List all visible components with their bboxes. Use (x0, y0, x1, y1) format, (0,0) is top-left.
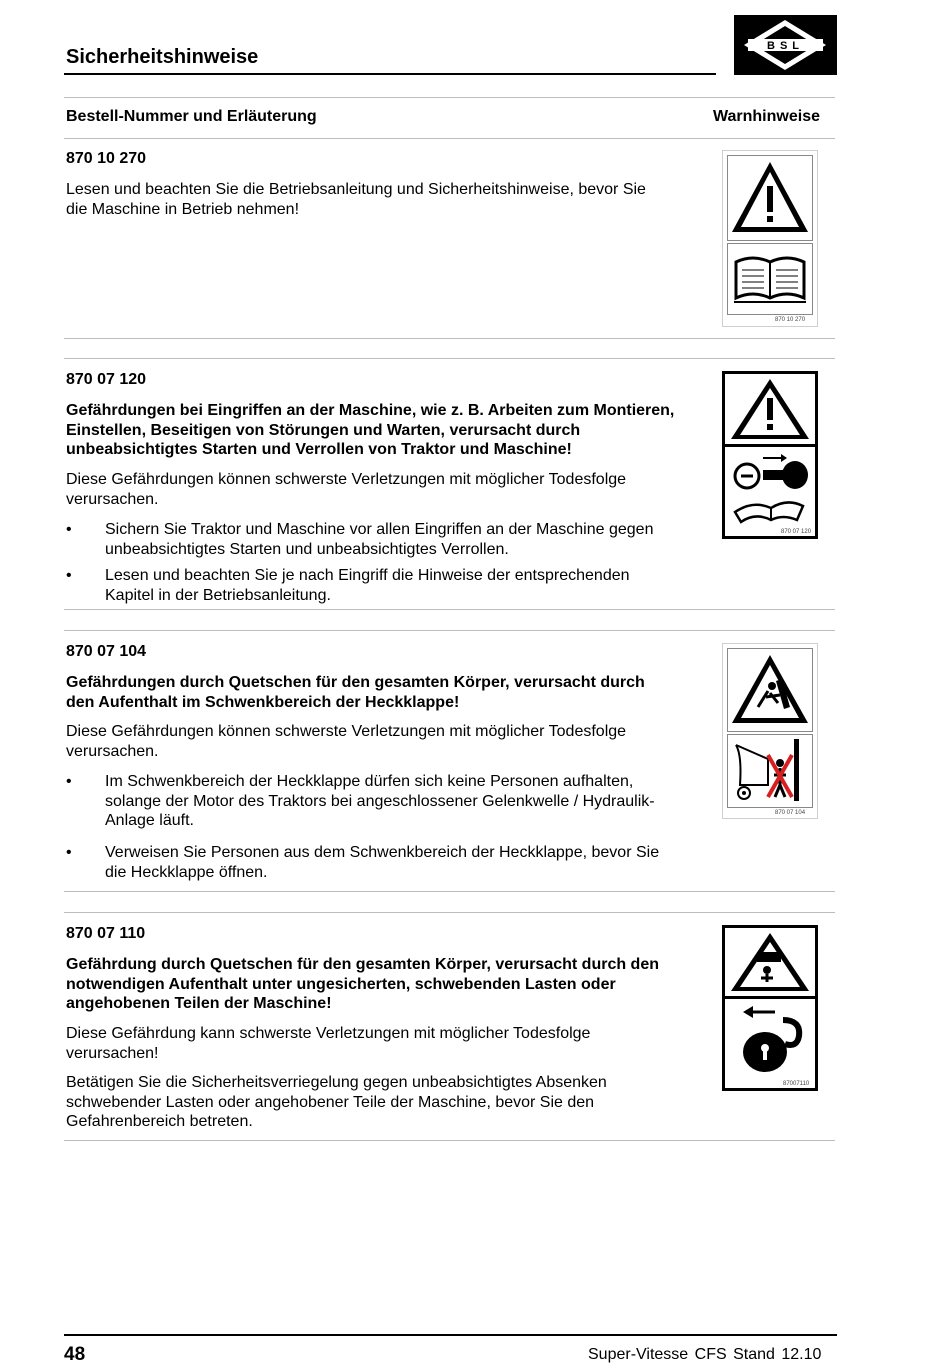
warning-sign-870-07-104 (722, 643, 818, 819)
bullet-item: • Lesen und beachten Sie je nach Eingriff die Hinweise der entsprechenden Kapitel in der Betriebsanleitung. (66, 567, 630, 604)
divider (64, 358, 835, 359)
bullet-icon: • (66, 521, 72, 538)
order-number: 870 07 120 (66, 371, 147, 388)
open-book-icon (727, 243, 813, 315)
section-text: Diese Gefährdungen können schwerste Verletzungen mit möglicher Todesfolge verursachen. (66, 471, 627, 508)
divider (64, 1140, 835, 1141)
bullet-icon: • (66, 773, 72, 790)
sign-code: 87007110 (783, 1081, 810, 1087)
warning-sign-870-07-110 (722, 925, 818, 1091)
bullet-icon: • (66, 844, 72, 861)
page-number: 48 (64, 1344, 86, 1365)
divider (64, 138, 835, 139)
warning-sign-870-10-270 (722, 150, 818, 327)
divider (64, 609, 835, 610)
section-text: Lesen und beachten Sie die Betriebsanleitung und Sicherheitshinweise, bevor Sie die Maschine in Betrieb nehmen! (66, 181, 646, 218)
column-header-warnings: Warnhinweise (713, 108, 820, 125)
tailgate-no-person-icon (727, 734, 813, 808)
footer-rule (64, 1334, 837, 1336)
order-number: 870 10 270 (66, 150, 147, 167)
remove-key-icon (727, 448, 813, 528)
sign-code: 870 07 104 (775, 810, 806, 816)
safety-lock-icon (727, 1000, 813, 1078)
warning-sign-870-07-120 (722, 371, 818, 539)
title-rule (64, 73, 716, 75)
hazard-heading: Gefährdung durch Quetschen für den gesamten Körper, verursacht durch den notwendigen Aufenthalt unter ungesicherten, schwebenden Lasten oder angehobenen Teilen der Maschine! (66, 956, 659, 1012)
order-number: 870 07 104 (66, 643, 147, 660)
hazard-heading: Gefährdungen durch Quetschen für den gesamten Körper, verursacht durch den Aufenthalt im Schwenkbereich der Heckklappe! (66, 674, 645, 711)
sign-code: 870 10 270 (775, 317, 806, 323)
warning-triangle-icon (727, 376, 813, 442)
section-text: Betätigen Sie die Sicherheitsverriegelung gegen unbeabsichtigtes Absenken schwebender Lasten oder angehobener Teile der Maschine, bevor Sie den Gefahrenbereich betreten. (66, 1074, 607, 1130)
warning-triangle-icon (727, 155, 813, 241)
divider (64, 891, 835, 892)
bullet-icon: • (66, 567, 72, 584)
crush-hazard-icon (727, 648, 813, 732)
divider (64, 338, 835, 339)
section-text: Diese Gefährdungen können schwerste Verletzungen mit möglicher Todesfolge verursachen. (66, 723, 627, 760)
sign-code: 870 07 120 (781, 529, 812, 535)
hazard-heading: Gefährdungen bei Eingriffen an der Maschine, wie z. B. Arbeiten zum Montieren, Einstellen, Beseitigen von Störungen und Warten, verursacht durch unbeabsichtigtes Starten und Verrollen von Traktor und Maschine! (66, 402, 675, 458)
bullet-item: • Verweisen Sie Personen aus dem Schwenkbereich der Heckklappe, bevor Sie die Heckklappe öffnen. (66, 844, 660, 881)
bullet-item: • Sichern Sie Traktor und Maschine vor allen Eingriffen an der Maschine gegen unbeabsichtigtes Starten und unbeabsichtigtes Verrollen. (66, 521, 654, 558)
bsl-logo (734, 15, 837, 75)
divider (64, 630, 835, 631)
divider (64, 97, 835, 98)
overhead-load-icon (727, 930, 813, 994)
bullet-item: • Im Schwenkbereich der Heckklappe dürfen sich keine Personen aufhalten, solange der Motor des Traktors bei angeschlossener Gelenkwelle / Hydraulik-Anlage läuft. (66, 773, 655, 829)
page-title: Sicherheitshinweise (66, 46, 259, 68)
svg-text:BSL: BSL (767, 40, 804, 52)
divider (64, 912, 835, 913)
order-number: 870 07 110 (66, 925, 146, 942)
column-header-order-number: Bestell-Nummer und Erläuterung (66, 108, 317, 125)
document-info: Super-Vitesse CFS Stand 12.10 (588, 1346, 822, 1363)
section-text: Diese Gefährdung kann schwerste Verletzungen mit möglicher Todesfolge verursachen! (66, 1025, 591, 1062)
